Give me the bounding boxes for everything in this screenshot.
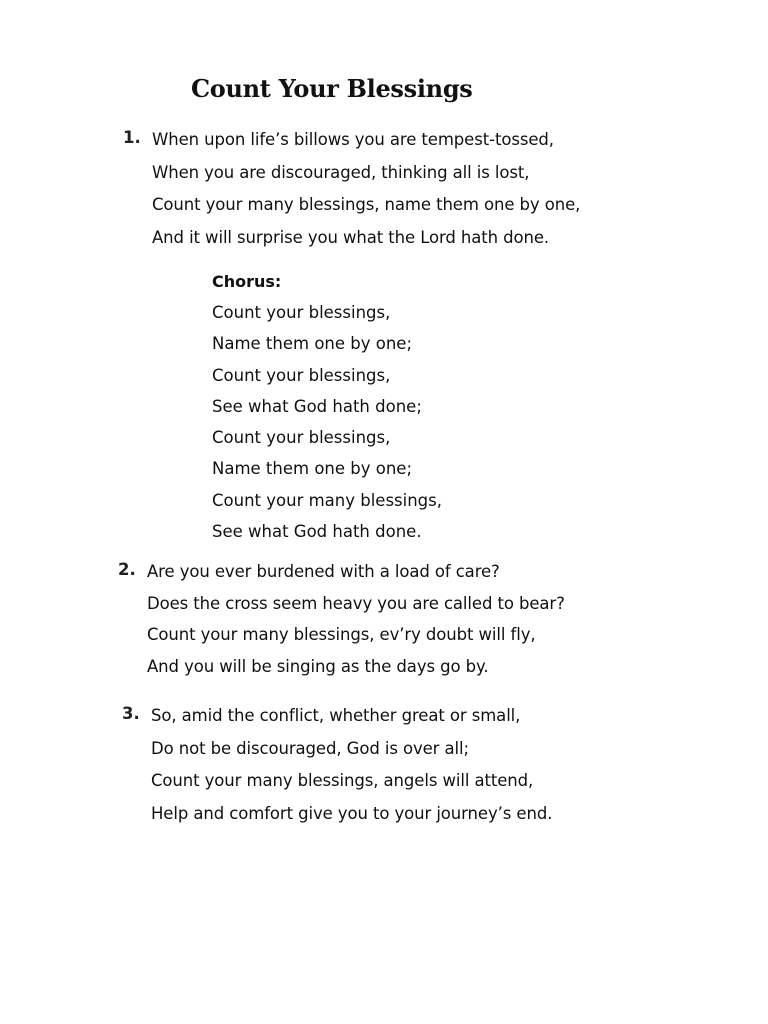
chorus-line: Count your blessings, — [212, 365, 391, 385]
verse-lines — [147, 560, 565, 686]
verse-line: And it will surprise you what the Lord hath done. — [152, 227, 550, 247]
verse-line: When you are discouraged, thinking all is lost, — [152, 162, 530, 182]
chorus-line: Name them one by one; — [212, 459, 413, 479]
chorus — [212, 270, 442, 551]
hymn-title: Count Your Blessings — [191, 74, 473, 103]
verse-line: Count your many blessings, ev’ry doubt will fly, — [147, 625, 536, 644]
chorus-label: Chorus: — [212, 272, 282, 291]
verse-line: When upon life’s billows you are tempest-tossed, — [152, 130, 554, 149]
verse-lines — [152, 128, 580, 258]
verse-number: 2. — [118, 560, 136, 579]
verse-number: 1. — [123, 128, 141, 147]
verse-line: Are you ever burdened with a load of care? — [147, 562, 500, 581]
verse-line: Help and comfort give you to your journey’s end. — [151, 803, 553, 823]
verse-number: 3. — [122, 704, 140, 723]
verse-line: And you will be singing as the days go by. — [147, 656, 489, 676]
chorus-line: See what God hath done. — [212, 522, 422, 542]
chorus-line: Name them one by one; — [212, 334, 413, 354]
verse-line: Do not be discouraged, God is over all; — [151, 738, 469, 758]
chorus-line: Count your blessings, — [212, 428, 391, 448]
chorus-line: Count your many blessings, — [212, 490, 443, 510]
verse-line: So, amid the conflict, whether great or small, — [151, 706, 521, 725]
verse-line: Count your many blessings, angels will attend, — [151, 771, 534, 790]
verse-lines — [151, 704, 552, 834]
chorus-line: Count your blessings, — [212, 303, 391, 322]
verse-line: Does the cross seem heavy you are called to bear? — [147, 593, 565, 613]
verse-line: Count your many blessings, name them one by one, — [152, 195, 581, 214]
chorus-line: See what God hath done; — [212, 396, 422, 416]
